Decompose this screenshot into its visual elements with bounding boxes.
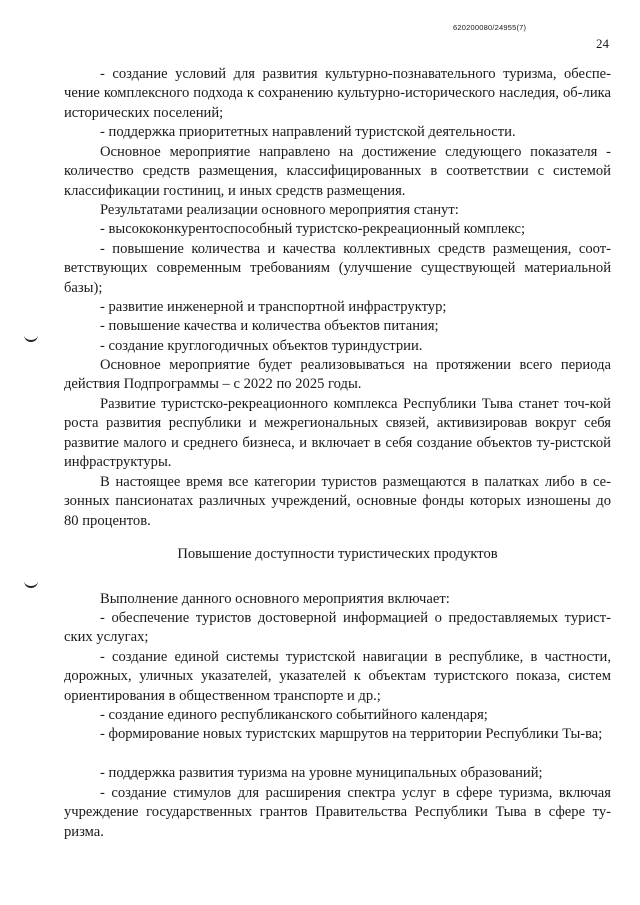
list-item: - развитие инженерной и транспортной инфраструктур; xyxy=(100,299,447,315)
margin-mark xyxy=(24,580,38,588)
paragraph: Основное мероприятие будет реализовываться на протяжении всего периода действия Подпрограммы – с 2022 по 2025 годы. xyxy=(64,357,611,393)
paragraph: В настоящее время все категории туристов размещаются в палатках либо в се-зонных пансионатах различных учреждений, основные фонды которых изношены до 80 процентов. xyxy=(64,474,611,529)
list-item: - создание стимулов для расширения спектра услуг в сфере туризма, включая учреждение государственных грантов Правительства Республики Тыва в сфере ту-ризма. xyxy=(64,785,611,840)
paragraph: Результатами реализации основного мероприятия станут: xyxy=(100,202,459,218)
list-item: - формирование новых туристских маршрутов на территории Республики Ты-ва; xyxy=(100,726,603,742)
list-item: - обеспечение туристов достоверной информацией о предоставляемых турист-ских услугах; xyxy=(64,610,611,646)
list-item: - поддержка развития туризма на уровне муниципальных образований; xyxy=(100,765,543,781)
paragraph: Выполнение данного основного мероприятия включает: xyxy=(100,591,450,607)
list-item: - повышение количества и качества коллективных средств размещения, соот-ветствующих современным требованиям (улучшение существующей материальной базы); xyxy=(64,241,611,296)
paragraph: Основное мероприятие направлено на достижение следующего показателя - количество средств размещения, классифицированных в соответствии с системой классификации гостиниц, и иных средств размещения. xyxy=(64,144,611,199)
paragraph: Развитие туристско-рекреационного комплекса Республики Тыва станет точ-кой роста развития республики и межрегиональных связей, активизировав вокруг себя развитие малого и среднего бизнеса, и включает в себя создание объектов ту-ристской инфраструктуры. xyxy=(64,396,611,471)
margin-mark xyxy=(24,334,38,342)
list-item: - создание круглогодичных объектов туриндустрии. xyxy=(100,338,423,354)
list-item: - высококонкурентоспособный туристско-рекреационный комплекс; xyxy=(100,221,526,237)
paragraph: - создание условий для развития культурно-познавательного туризма, обеспе-чение комплексного подхода к сохранению культурно-исторического наследия, об-лика исторических поселений; xyxy=(64,66,611,121)
list-item: - повышение качества и количества объектов питания; xyxy=(100,318,439,334)
list-item: - создание единого республиканского событийного календаря; xyxy=(100,707,488,723)
paragraph: - поддержка приоритетных направлений туристской деятельности. xyxy=(100,124,516,140)
list-item: - создание единой системы туристской навигации в республике, в частности, дорожных, уличных указателей, указателей к объектам туристского показа, систем ориентирования в общественном транспорте и др.; xyxy=(64,649,611,704)
section-heading: Повышение доступности туристических продуктов xyxy=(177,546,498,562)
document-id: 620200080/24955(7) xyxy=(453,23,527,32)
page-number: 24 xyxy=(596,36,609,51)
